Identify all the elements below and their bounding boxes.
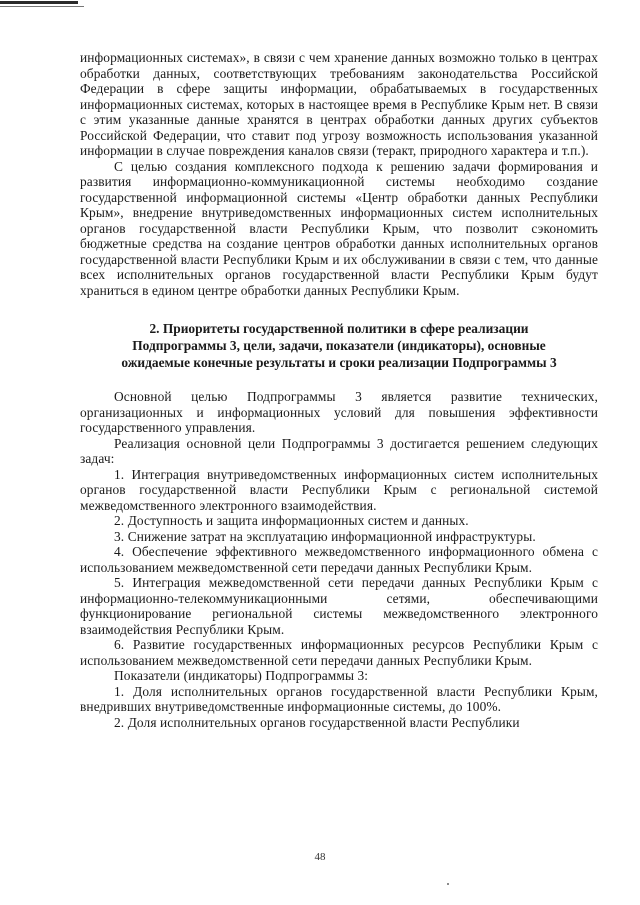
indicator-item-2: 2. Доля исполнительных органов государственной власти Республики <box>114 714 520 730</box>
page-content <box>80 50 598 730</box>
task-item-5: 5. Интеграция межведомственной сети передачи данных Республики Крым с информационно-телекоммуникационными сетями, обеспечивающими функционирование региональной системы межведомственного электронного взаимодействия Республики Крым. <box>80 575 598 637</box>
scan-speck <box>447 883 449 885</box>
section-heading-line-2: Подпрограммы 3, цели, задачи, показатели (индикаторы), основные <box>132 338 546 353</box>
task-item-4: 4. Обеспечение эффективного межведомственного информационного обмена с использованием межведомственной сети передачи данных Республики Крым. <box>80 544 598 575</box>
scan-edge-mark <box>0 1 78 4</box>
task-item-6: 6. Развитие государственных информационных ресурсов Республики Крым с использованием межведомственной сети передачи данных Республики Крым. <box>80 637 598 668</box>
page-number: 48 <box>314 851 326 863</box>
paragraph-integrated-approach: С целью создания комплексного подхода к решению задачи формирования и развития информационно-коммуникационной системы необходимо создание государственной информационной системы «Центр обработки данных Республики Крым», внедрение внутриведомственных информационных систем исполнительных органов государственной власти Республики Крым, что позволит сэкономить бюджетные средства на создание центров обработки данных исполнительных органов государственной власти Республики Крым и их обслуживании в связи с тем, что данные всех исполнительных органов государственной власти Республики Крым будут храниться в едином центре обработки данных Республики Крым. <box>80 158 598 298</box>
section-heading-line-1: 2. Приоритеты государственной политики в сфере реализации <box>149 321 529 336</box>
paragraph-main-goal: Основной целью Подпрограммы 3 является развитие технических, организационных и информационных условий для повышения эффективности государственного управления. <box>80 389 598 435</box>
paragraph-storage-risk: информационных системах», в связи с чем хранение данных возможно только в центрах обработки данных, соответствующих требованиям законодательства Российской Федерации в сфере защиты информации, обрабатываемых в государственных информационных системах, которых в настоящее время в Республике Крым нет. В связи с этим указанные данные хранятся в центрах обработки данных других субъектов Российской Федерации, что ставит под угрозу возможность использования указанной информации в случае повреждения каналов связи (теракт, природного характера и т.п.). <box>80 50 598 158</box>
section-heading <box>88 320 590 371</box>
paragraph-tasks-intro: Реализация основной цели Подпрограммы 3 достигается решением следующих задач: <box>80 435 598 466</box>
indicator-item-1: 1. Доля исполнительных органов государственной власти Республики Крым, внедривших внутриведомственные информационные системы, до 100%. <box>80 683 598 714</box>
task-item-2: 2. Доступность и защита информационных систем и данных. <box>114 513 469 528</box>
task-item-1: 1. Интеграция внутриведомственных информационных систем исполнительных органов государственной власти Республики Крым с региональной системой межведомственного электронного взаимодействия. <box>80 466 598 513</box>
task-item-3: 3. Снижение затрат на эксплуатацию информационной инфраструктуры. <box>114 528 536 544</box>
indicators-heading: Показатели (индикаторы) Подпрограммы 3: <box>114 668 369 683</box>
section-heading-line-3: ожидаемые конечные результаты и сроки реализации Подпрограммы 3 <box>121 355 557 370</box>
scan-edge-line <box>0 6 84 7</box>
